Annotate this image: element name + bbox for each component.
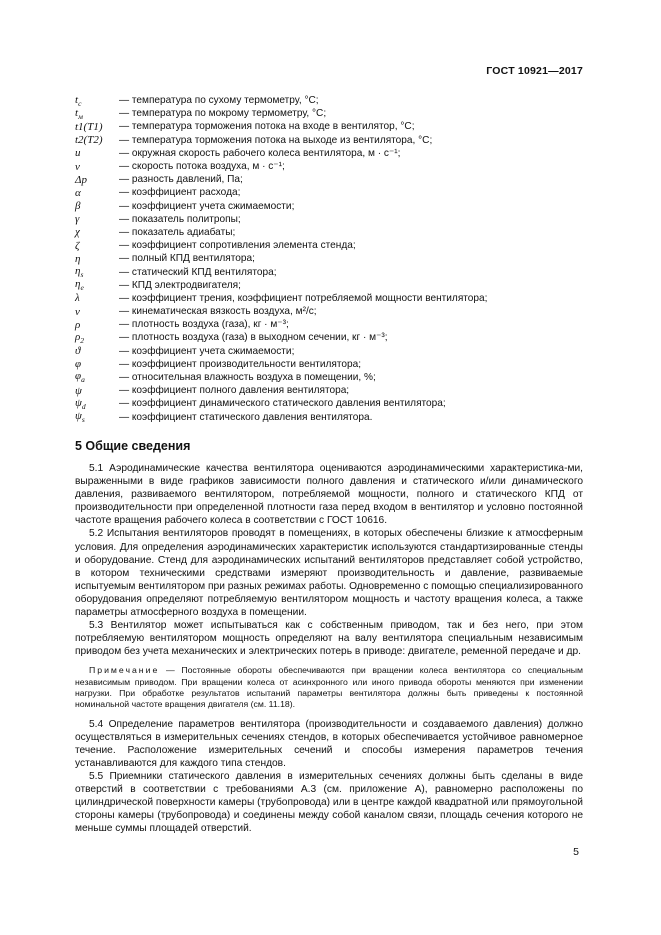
symbol-main: η: [75, 264, 81, 277]
symbol-main: t2(T2): [75, 134, 103, 147]
symbol-description: — кинематическая вязкость воздуха, м²/с;: [119, 306, 317, 318]
symbol-subscript: а: [81, 375, 85, 385]
symbol-description: — разность давлений, Па;: [119, 174, 243, 186]
symbol-list: [75, 94, 595, 424]
symbol-row: [75, 397, 595, 410]
symbol-main: t1(T1): [75, 120, 103, 133]
symbol-description: — коэффициент статического давления вентилятора.: [119, 411, 373, 423]
symbol: [75, 253, 119, 265]
symbol-description: — плотность воздуха (газа), кг · м⁻³;: [119, 319, 289, 331]
symbol-description: — показатель адиабаты;: [119, 226, 236, 238]
symbol-main: β: [75, 200, 81, 213]
symbol: [75, 213, 119, 225]
symbol-subscript: 2: [80, 336, 85, 346]
symbol-row: [75, 331, 595, 344]
symbol-main: ρ: [75, 318, 81, 331]
symbol-subscript: e: [80, 283, 84, 293]
paragraph-5-3: 5.3 Вентилятор может испытываться как с собственным приводом, так и без него, при этом потребляемую вентилятором мощность определяют на валу вентилятора специальным независимым приводом без учета механических и электрических потерь в приводе: двигателе, ременной передаче и др.: [75, 620, 583, 658]
symbol-row: [75, 160, 595, 173]
symbol: [75, 385, 119, 397]
symbol-row: [75, 305, 595, 318]
note: [75, 665, 583, 710]
paragraph-5-1: 5.1 Аэродинамические качества вентилятора оцениваются аэродинамическими характеристика-ми, выраженными в виде графиков зависимости полного давления и статического и/или динамического давления, развиваемого вентилятором, потребляемой мощности, полного и статического КПД от производительности при определенной плотности газа перед входом в вентилятор и условно постоянной частоте вращения рабочего колеса в соответствии с ГОСТ 10616.: [75, 463, 583, 527]
symbol-main: u: [75, 147, 81, 160]
symbol-main: ϑ: [75, 345, 81, 358]
symbol-description: — коэффициент полного давления вентилятора;: [119, 385, 350, 397]
symbol-subscript: c: [78, 98, 82, 108]
symbol: [75, 331, 119, 345]
section-title: 5 Общие сведения: [75, 439, 191, 453]
paragraph-5-5: 5.5 Приемники статического давления в измерительных сечениях должны быть сделаны в виде отверстий в соответствии с требованиями А.3 (см. приложение А), равномерно расположены по цилиндрической поверхности камеры (трубопровода) или в центре каждой квадратной или прямоугольной стороны камеры (трубопровода) и соединены между собой каналом связи, площадь сечения которого не меньше суммы площадей отверстий.: [75, 770, 583, 835]
symbol: [75, 161, 119, 173]
symbol: [75, 174, 119, 186]
section-body: [75, 462, 583, 835]
symbol: [75, 306, 119, 318]
symbol-description: — температура по мокрому термометру, °С;: [119, 108, 327, 120]
symbol-row: [75, 134, 595, 147]
symbol-row: [75, 239, 595, 252]
symbol-description: — температура торможения потока на входе в вентилятор, °С;: [119, 121, 415, 133]
symbol-description: — коэффициент расхода;: [119, 187, 241, 199]
symbol-subscript: s: [80, 270, 84, 280]
symbol-main: Δp: [75, 173, 87, 186]
symbol-row: [75, 173, 595, 186]
symbol-description: — полный КПД вентилятора;: [119, 253, 255, 265]
symbol-row: [75, 147, 595, 160]
symbol-description: — коэффициент динамического статического давления вентилятора;: [119, 398, 446, 410]
symbol: [75, 200, 119, 212]
symbol-main: t: [75, 106, 79, 119]
symbol-main: η: [75, 252, 81, 265]
document-header: ГОСТ 10921—2017: [486, 65, 583, 77]
symbol-description: — окружная скорость рабочего колеса вентилятора, м · с⁻¹;: [119, 147, 401, 159]
symbol-row: [75, 94, 595, 107]
symbol: [75, 410, 119, 424]
symbol-subscript: м: [78, 111, 83, 121]
symbol-row: [75, 279, 595, 292]
symbol: [75, 265, 119, 279]
symbol-main: γ: [75, 213, 80, 226]
symbol-row: [75, 371, 595, 384]
symbol-main: α: [75, 186, 81, 199]
paragraph-5-2: 5.2 Испытания вентиляторов проводят в помещениях, в которых обеспечены близкие к атмосферным условия. Для определения аэродинамических характеристик используются стандартизированные стенды и оборудование. Стенд для аэродинамических испытаний вентиляторов представляет собой устройство, в котором техническими средствами измеряют производительность и давление, развиваемые испытуемым вентилятором при разных режимах работы. Одновременно с помощью специализированного оборудования определяют потребляемую вентилятором мощность и частоту вращения колеса, а также параметры атмосферного воздуха в помещении.: [75, 528, 583, 619]
symbol: [75, 345, 119, 357]
symbol-main: η: [75, 278, 81, 291]
symbol-row: [75, 411, 595, 424]
symbol-main: ζ: [75, 239, 80, 252]
symbol-description: — температура по сухому термометру, °С;: [119, 95, 319, 107]
symbol-description: — температура торможения потока на выходе из вентилятора, °С;: [119, 134, 433, 146]
symbol-row: [75, 120, 595, 133]
symbol: [75, 107, 119, 121]
symbol-description: — КПД электродвигателя;: [119, 279, 241, 291]
symbol: [75, 94, 119, 108]
symbol-description: — относительная влажность воздуха в помещении, %;: [119, 372, 376, 384]
symbol: [75, 121, 119, 133]
symbol-main: t: [75, 93, 79, 106]
symbol: [75, 358, 119, 370]
symbol-row: [75, 252, 595, 265]
symbol-row: [75, 107, 595, 120]
symbol-row: [75, 200, 595, 213]
symbol-description: — коэффициент учета сжимаемости;: [119, 345, 295, 357]
symbol-main: v: [75, 160, 80, 173]
symbol: [75, 147, 119, 159]
symbol-main: φ: [75, 358, 82, 371]
symbol-row: [75, 345, 595, 358]
note-label: Примечание: [89, 665, 160, 676]
symbol-main: ψ: [75, 396, 82, 409]
symbol: [75, 370, 119, 384]
symbol-row: [75, 226, 595, 239]
symbol-row: [75, 358, 595, 371]
symbol-row: [75, 384, 595, 397]
symbol: [75, 278, 119, 292]
symbol-row: [75, 186, 595, 199]
page-number: 5: [573, 846, 579, 858]
symbol-row: [75, 318, 595, 331]
symbol: [75, 397, 119, 411]
symbol-main: λ: [75, 292, 80, 305]
symbol-main: φ: [75, 370, 82, 383]
symbol-main: ψ: [75, 410, 82, 422]
symbol: [75, 187, 119, 199]
symbol: [75, 319, 119, 331]
symbol-row: [75, 265, 595, 278]
symbol-description: — статический КПД вентилятора;: [119, 266, 277, 278]
symbol-description: — коэффициент учета сжимаемости;: [119, 200, 295, 212]
symbol-main: ρ: [75, 330, 81, 343]
symbol: [75, 240, 119, 252]
symbol-main: ν: [75, 305, 80, 318]
symbol: [75, 226, 119, 238]
symbol-main: ψ: [75, 384, 82, 397]
symbol-row: [75, 213, 595, 226]
symbol-description: — коэффициент трения, коэффициент потребляемой мощности вентилятора;: [119, 292, 488, 304]
symbol-subscript: s: [81, 415, 85, 425]
symbol-row: [75, 292, 595, 305]
symbol-description: — плотность воздуха (газа) в выходном сечении, кг · м⁻³;: [119, 332, 388, 344]
symbol-description: — коэффициент производительности вентилятора;: [119, 358, 362, 370]
symbol: [75, 134, 119, 146]
paragraph-5-4: 5.4 Определение параметров вентилятора (производительности и создаваемого давления) должно осуществляться в измерительных сечениях стендов, в которых обеспечивается устойчивое равномерное течение. Расположение измерительных сечений и способы измерения параметров течения устанавливаются для каждого типа стендов.: [75, 718, 583, 769]
symbol: [75, 292, 119, 304]
note-text: — Постоянные обороты обеспечиваются при вращении колеса вентилятора со специальным независимым приводом. При вращении колеса от асинхронного или иного привода обороты меняются при изменении нагрузки. При обработке результатов испытаний параметры вентилятора должны быть приведены к постоянной номинальной частоте вращения двигателя (см. 11.18).: [75, 665, 583, 710]
symbol-description: — скорость потока воздуха, м · с⁻¹;: [119, 161, 285, 173]
symbol-description: — коэффициент сопротивления элемента стенда;: [119, 240, 356, 252]
symbol-subscript: d: [81, 402, 86, 411]
symbol-main: χ: [75, 226, 80, 239]
symbol-description: — показатель политропы;: [119, 213, 241, 225]
